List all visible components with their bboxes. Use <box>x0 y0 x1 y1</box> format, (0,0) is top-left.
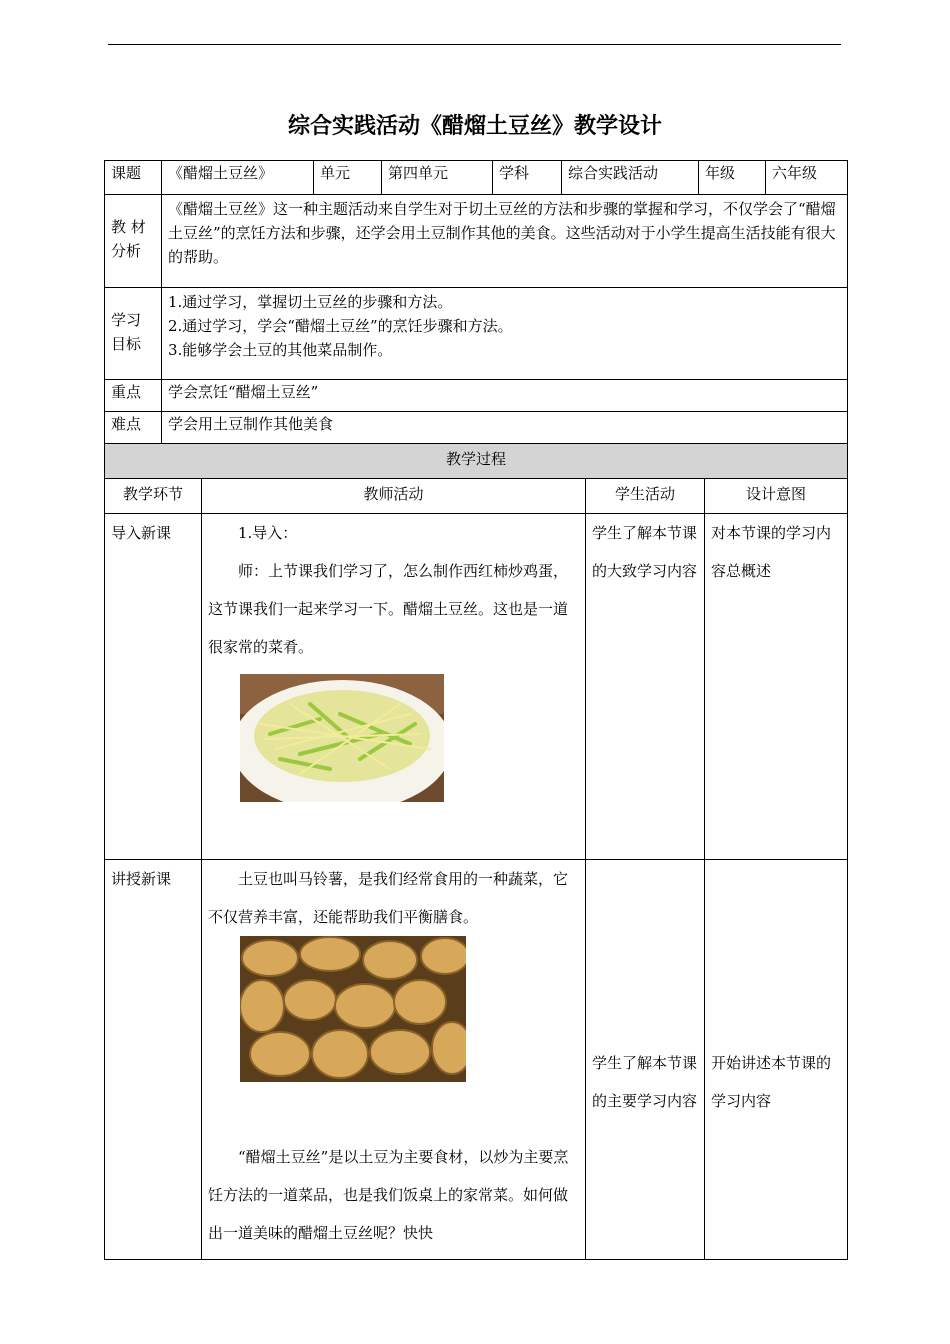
shredded-potato-photo <box>240 674 444 802</box>
unit-value: 第四单元 <box>382 161 493 195</box>
goal-item: 2.通过学习，学会“醋熘土豆丝”的烹饪步骤和方法。 <box>168 317 513 335</box>
grade-value: 六年级 <box>766 161 848 195</box>
info-row-difficulty <box>105 412 848 444</box>
goals-label-line2: 目标 <box>111 335 142 353</box>
header-rule <box>108 44 841 45</box>
teacher-activity-cell <box>202 860 586 1260</box>
col-header-intent: 设计意图 <box>705 479 848 514</box>
analysis-label-line2: 分析 <box>111 242 142 260</box>
teacher-activity-cell <box>202 514 586 860</box>
info-table <box>104 160 848 444</box>
topic-label: 课题 <box>105 161 162 195</box>
grade-label: 年级 <box>699 161 766 195</box>
unit-label: 单元 <box>314 161 382 195</box>
difficulty-label: 难点 <box>105 412 162 444</box>
table-row <box>105 514 848 860</box>
teacher-text: 土豆也叫马铃薯，是我们经常食用的一种蔬菜，它不仅营养丰富，还能帮助我们平衡膳食。 <box>208 870 569 926</box>
col-header-student: 学生活动 <box>586 479 705 514</box>
design-intent-cell: 对本节课的学习内容总概述 <box>705 514 848 860</box>
goal-item: 3.能够学会土豆的其他菜品制作。 <box>168 341 393 359</box>
analysis-text: 《醋熘土豆丝》这一种主题活动来自学生对于切土豆丝的方法和步骤的掌握和学习，不仅学会了“醋熘土豆丝”的烹饪方法和步骤，还学会用土豆制作其他的美食。这些活动对于小学生提高生活技能有很大的帮助。 <box>162 195 848 288</box>
student-activity-cell: 学生了解本节课的大致学习内容 <box>586 514 705 860</box>
teacher-text: 师：上节课我们学习了，怎么制作西红柿炒鸡蛋，这节课我们一起来学习一下。醋熘土豆丝。这也是一道很家常的菜肴。 <box>208 562 569 656</box>
table-row <box>105 860 848 1260</box>
topic-value: 《醋熘土豆丝》 <box>162 161 314 195</box>
info-row-key <box>105 380 848 412</box>
info-row-analysis <box>105 195 848 288</box>
student-activity-cell: 学生了解本节课的主要学习内容 <box>586 860 705 1260</box>
process-header: 教学过程 <box>105 444 848 479</box>
analysis-label <box>105 195 162 288</box>
goals-label <box>105 288 162 380</box>
stage-cell: 讲授新课 <box>105 860 202 1260</box>
analysis-label-line1: 教 材 <box>111 218 146 236</box>
design-intent-cell: 开始讲述本节课的学习内容 <box>705 860 848 1260</box>
process-columns-row <box>105 479 848 514</box>
difficulty-value: 学会用土豆制作其他美食 <box>162 412 848 444</box>
process-table <box>104 443 848 1260</box>
subject-value: 综合实践活动 <box>562 161 699 195</box>
goals-label-line1: 学习 <box>111 311 142 329</box>
info-row-topic <box>105 161 848 195</box>
info-row-goals <box>105 288 848 380</box>
col-header-stage: 教学环节 <box>105 479 202 514</box>
key-value: 学会烹饪“醋熘土豆丝” <box>162 380 848 412</box>
teacher-text: “醋熘土豆丝”是以土豆为主要食材，以炒为主要烹饪方法的一道菜品，也是我们饭桌上的家常菜。如何做出一道美味的醋熘土豆丝呢？快快 <box>208 1148 569 1242</box>
col-header-teacher: 教师活动 <box>202 479 586 514</box>
subject-label: 学科 <box>493 161 562 195</box>
page-title: 综合实践活动《醋熘土豆丝》教学设计 <box>287 114 662 139</box>
key-label: 重点 <box>105 380 162 412</box>
goals-list <box>162 288 848 380</box>
goal-item: 1.通过学习，掌握切土豆丝的步骤和方法。 <box>168 293 453 311</box>
stage-cell: 导入新课 <box>105 514 202 860</box>
teacher-heading: 1.导入： <box>238 524 298 542</box>
potatoes-photo <box>240 936 466 1082</box>
process-header-row <box>105 444 848 479</box>
